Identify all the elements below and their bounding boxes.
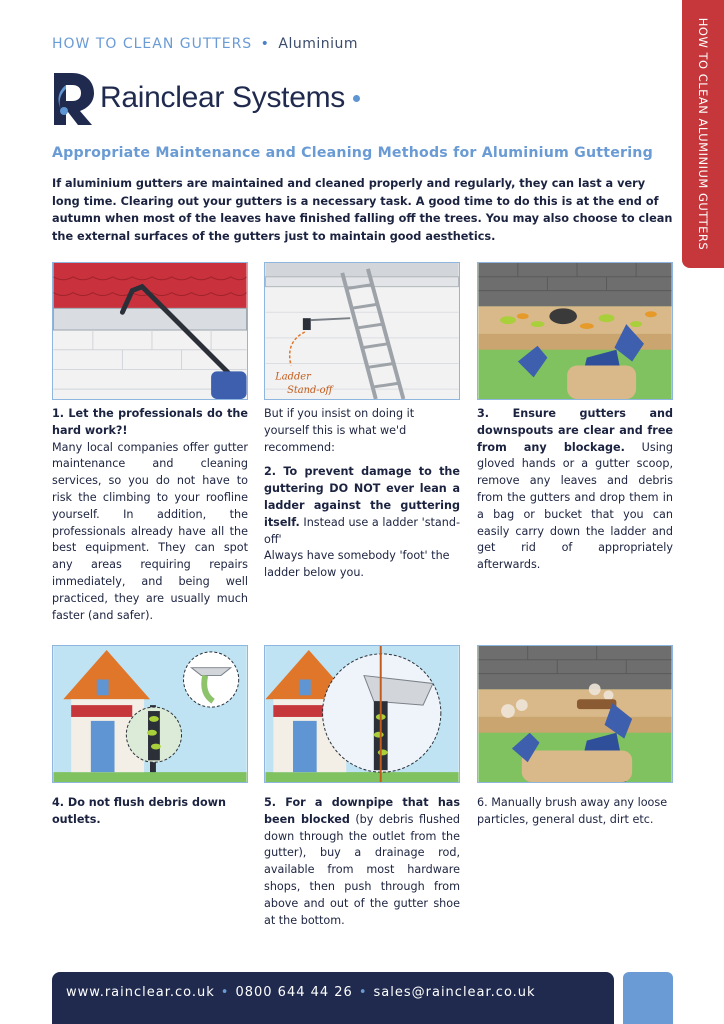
step-5: [264, 795, 460, 929]
ladder-standoff-icon: [265, 263, 459, 399]
step-2-note: Always have somebody 'foot' the ladder below you.: [264, 549, 450, 580]
step-3-body: Using gloved hands or a gutter scoop, remove any leaves and debris from the gutters and drop them in a bag or bucket that you can easily carry down the ladder and get rid of appropriately afterwards.: [477, 440, 673, 572]
footer-email-link[interactable]: sales@rainclear.co.uk: [373, 985, 536, 1000]
image-ladder-standoff: [264, 262, 460, 400]
step-1-heading: 1. Let the professionals do the hard work?!: [52, 407, 248, 437]
step-4-heading: 4. Do not flush debris down outlets.: [52, 796, 226, 826]
footer-bar: [52, 972, 614, 1024]
breadcrumb-sub: Aluminium: [278, 36, 359, 52]
step-1: [52, 406, 248, 624]
brand-logo: [50, 70, 360, 126]
brand-dot: [353, 95, 360, 102]
footer-separator-dot: •: [358, 985, 368, 1000]
step-6-body: 6. Manually brush away any loose particles, general dust, dirt etc.: [477, 796, 668, 826]
footer-corner-block: [623, 972, 673, 1024]
image-no-flush: [52, 645, 248, 783]
breadcrumb-separator: •: [255, 36, 276, 52]
breadcrumb: [52, 36, 358, 52]
footer-contacts: [66, 985, 536, 1000]
breadcrumb-main: HOW TO CLEAN GUTTERS: [52, 36, 253, 52]
gloved-hands-gutter-icon: [478, 263, 672, 399]
step-6: [477, 795, 673, 829]
step-2-heading: 2. To prevent damage to the guttering DO NOT ever lean a ladder against the guttering itself.: [264, 465, 460, 529]
image-clear-blockage: [477, 262, 673, 400]
step-4: [52, 795, 248, 829]
image-blocked-downpipe: [264, 645, 460, 783]
step-2-body: Instead use a ladder 'stand-off': [264, 515, 460, 546]
ladder-label-line2: Stand-off: [287, 385, 333, 397]
step-3: [477, 406, 673, 574]
ladder-label-line1: Ladder: [275, 371, 311, 383]
footer-separator-dot: •: [220, 985, 230, 1000]
gutter-pole-cleaner-icon: [53, 263, 247, 399]
side-tab-label: HOW TO CLEAN ALUMINIUM GUTTERS: [696, 17, 710, 251]
house-downpipe-icon: [53, 646, 247, 782]
downpipe-rod-icon: [265, 646, 459, 782]
step-5-heading: 5. For a downpipe that has been blocked: [264, 796, 460, 826]
step-5-body: (by debris flushed down through the outlet from the gutter), buy a drainage rod, available from most hardware shops, then push through from above and out of the gutter shoe at the bottom.: [264, 812, 460, 927]
footer-phone-link[interactable]: 0800 644 44 26: [235, 985, 353, 1000]
step-1-body: Many local companies offer gutter maintenance and cleaning services, so you do not have to risk the climbing to your roofline yourself. In addition, the professionals already have all the best equipment. They can spot any areas requiring repairs immediately, and being well practiced, they are usually much faster (and safer).: [52, 440, 248, 622]
image-professional-cleaning: [52, 262, 248, 400]
step-2-lead: But if you insist on doing it yourself this is what we'd recommend:: [264, 407, 415, 454]
image-brush-away: [477, 645, 673, 783]
brand-name: Rainclear Systems: [100, 81, 345, 114]
side-tab: [682, 0, 724, 268]
step-3-heading: 3. Ensure gutters and downspouts are clear and free from any blockage.: [477, 407, 673, 454]
rainclear-logo-icon: [50, 71, 96, 125]
gloved-hands-brush-icon: [478, 646, 672, 782]
step-2: [264, 406, 460, 582]
intro-text: If aluminium gutters are maintained and cleaned properly and regularly, they can last a very long time. Clearing out your gutters is a necessary task. A good time to do this is at the end of autumn when most of the leaves have finished falling off the trees. You may also choose to clean the external surfaces of the gutters just to maintain good aesthetics.: [52, 177, 673, 243]
page-title: Appropriate Maintenance and Cleaning Methods for Aluminium Guttering: [52, 145, 653, 161]
footer-website-link[interactable]: www.rainclear.co.uk: [66, 985, 215, 1000]
